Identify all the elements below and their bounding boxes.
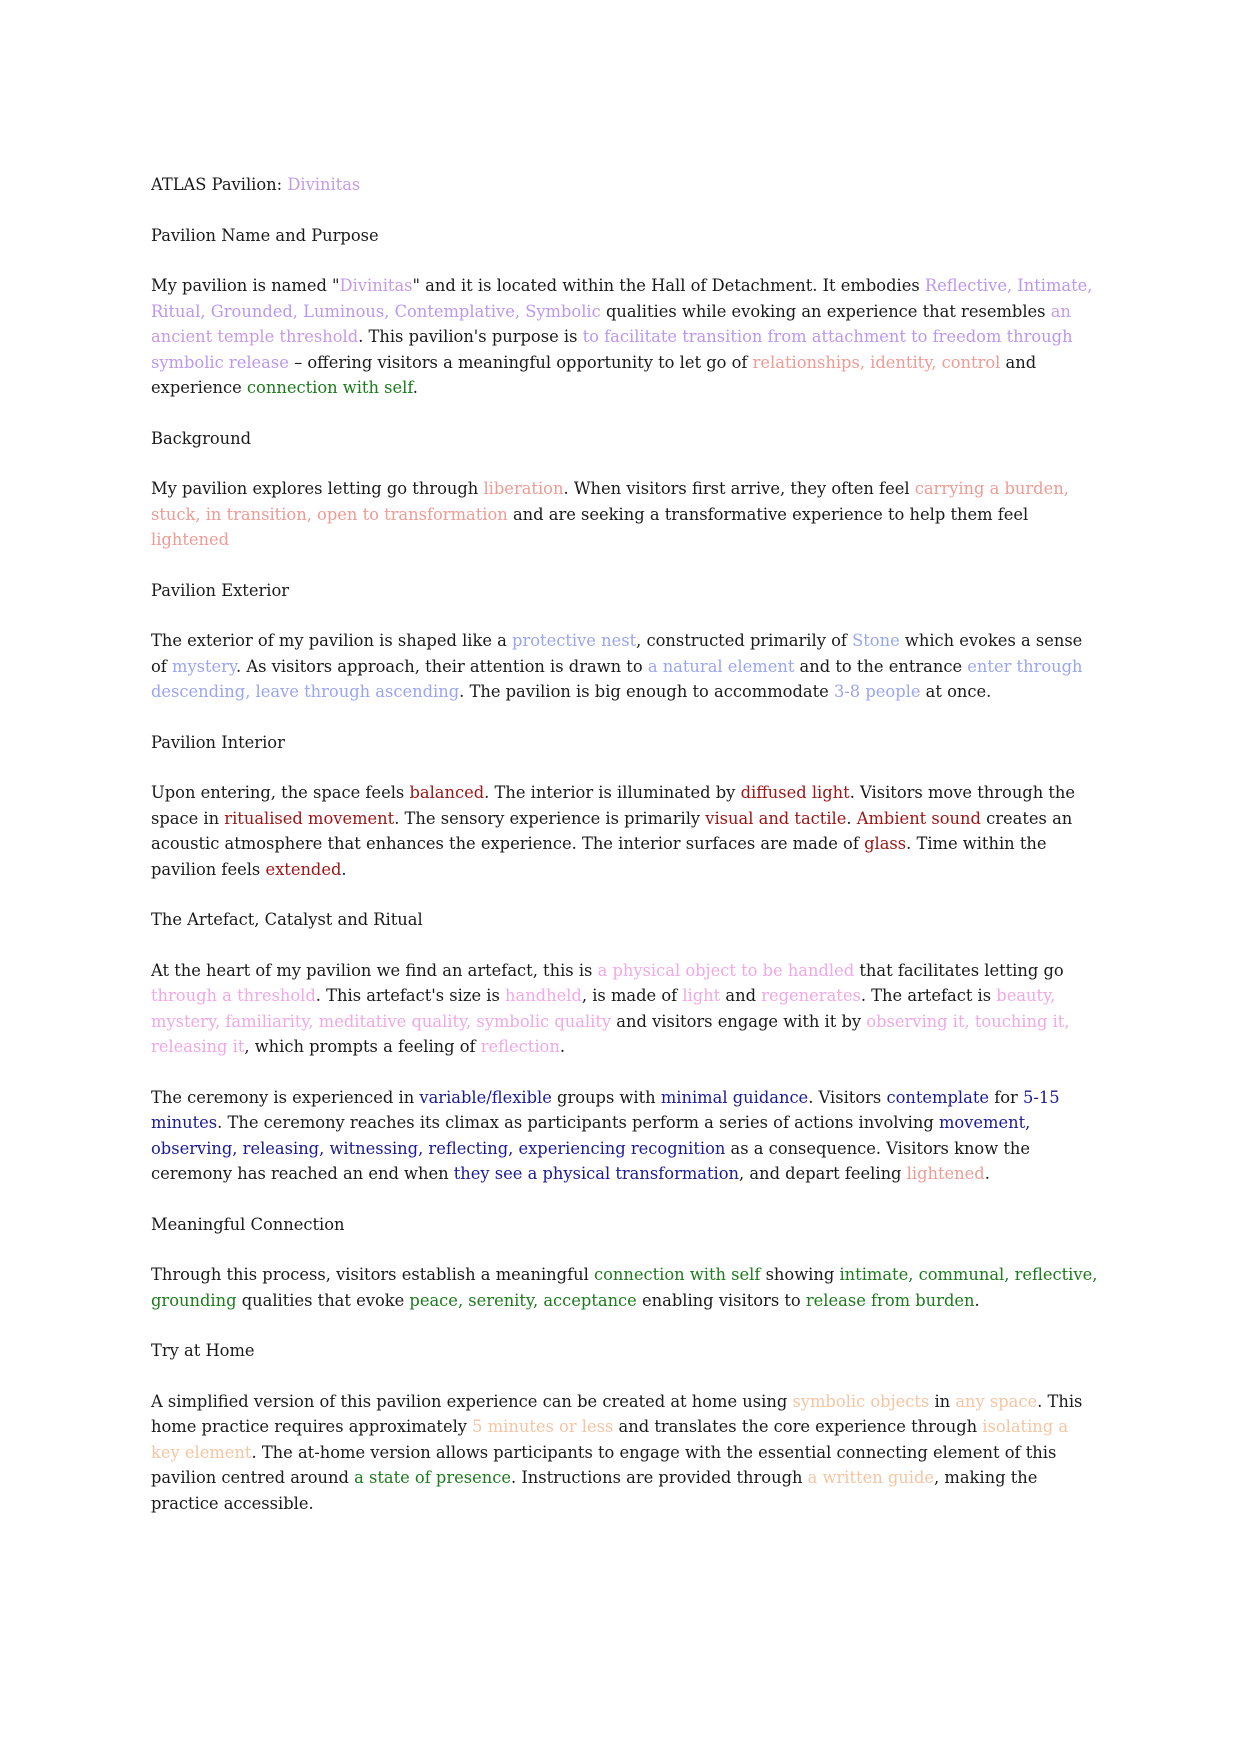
text-run: observing it, touching it, releasing it xyxy=(151,1011,1070,1056)
text-run: diffused light xyxy=(740,783,850,802)
paragraph-name-purpose xyxy=(151,273,1101,401)
text-run: , constructed primarily of xyxy=(636,631,853,650)
text-run: regenerates xyxy=(761,986,861,1005)
text-run: they see a physical transformation xyxy=(453,1164,740,1183)
text-run: . xyxy=(341,859,347,879)
section-heading-connection: Meaningful Connection xyxy=(151,1214,345,1234)
pavilion-name: Divinitas xyxy=(287,175,361,194)
text-run: The exterior of my pavilion is shaped like a xyxy=(151,631,513,650)
text-run: , is made of xyxy=(581,986,683,1005)
text-run: and visitors engage with it by xyxy=(611,1011,867,1031)
section-heading-interior: Pavilion Interior xyxy=(151,732,285,752)
text-run: a written guide xyxy=(807,1468,935,1487)
section-heading-artefact: The Artefact, Catalyst and Ritual xyxy=(151,910,423,929)
text-run: intimate, communal, reflective, grounding xyxy=(151,1265,1098,1310)
text-run: through a threshold xyxy=(151,986,316,1005)
text-run: which evokes a sense of xyxy=(151,631,1083,676)
text-run: ritualised movement xyxy=(224,808,395,828)
text-run: to facilitate transition from attachment to freedom through symbolic release xyxy=(151,327,1073,372)
text-run: balanced xyxy=(409,783,485,802)
text-run: My pavilion explores letting go through xyxy=(151,479,484,498)
text-run: At the heart of my pavilion we find an artefact, this is xyxy=(151,960,598,980)
text-run: qualities while evoking an experience that resembles xyxy=(600,301,1051,321)
paragraph-exterior xyxy=(151,628,1101,705)
text-run: . xyxy=(559,1037,566,1056)
text-run: . The pavilion is big enough to accommodate xyxy=(459,682,834,701)
section-heading-name-purpose: Pavilion Name and Purpose xyxy=(151,225,379,245)
text-run: . The artefact is xyxy=(860,986,997,1005)
text-run: at once. xyxy=(920,682,992,701)
text-run: and translates the core experience through xyxy=(613,1417,983,1436)
text-run: Ambient sound xyxy=(856,808,981,828)
text-run: protective nest xyxy=(512,631,637,650)
text-run: any space xyxy=(955,1391,1038,1411)
text-run: . As visitors approach, their attention is drawn to xyxy=(236,656,648,676)
text-run: . This home practice requires approximately xyxy=(151,1391,1083,1436)
text-run: Reflective, Intimate, Ritual, Grounded, Luminous, Contemplative, Symbolic xyxy=(151,276,1093,321)
paragraph-ceremony xyxy=(151,1085,1101,1187)
section-heading-exterior: Pavilion Exterior xyxy=(151,580,290,600)
text-run: a state of presence xyxy=(354,1468,511,1487)
text-run: lightened xyxy=(151,530,230,549)
text-run: for xyxy=(989,1087,1023,1107)
text-run: qualities that evoke xyxy=(236,1290,410,1310)
text-run: The ceremony is experienced in xyxy=(151,1087,420,1107)
text-run: release from burden xyxy=(805,1290,975,1310)
text-run: Through this process, visitors establish a meaningful xyxy=(151,1265,594,1284)
text-run: – offering visitors a meaningful opportunity to let go of xyxy=(288,352,753,372)
text-run: lightened xyxy=(906,1164,985,1183)
text-run: " and it is located within the Hall of Detachment. It embodies xyxy=(412,276,925,295)
text-run: . This artefact's size is xyxy=(315,986,505,1005)
text-run: . Visitors xyxy=(808,1087,887,1107)
text-run: enabling visitors to xyxy=(636,1290,806,1310)
text-run: and are seeking a transformative experience to help them feel xyxy=(507,504,1029,524)
paragraph-home xyxy=(151,1389,1101,1517)
text-run: extended xyxy=(265,859,342,879)
text-run: enter through descending, leave through ascending xyxy=(151,656,1083,701)
section-heading-background: Background xyxy=(151,428,252,448)
text-run: groups with xyxy=(551,1087,661,1107)
text-run: and experience xyxy=(151,352,1037,397)
text-run: an ancient temple threshold xyxy=(151,301,1071,346)
section-heading-home: Try at Home xyxy=(151,1341,255,1360)
text-run: reflection xyxy=(480,1037,560,1056)
text-run: beauty, mystery, familiarity, meditative quality, symbolic quality xyxy=(151,986,1056,1031)
text-run: variable/flexible xyxy=(419,1087,552,1107)
text-run: showing xyxy=(760,1265,840,1284)
paragraph-interior xyxy=(151,780,1101,882)
text-run: isolating a key element xyxy=(151,1417,1069,1462)
text-run: . xyxy=(412,378,418,397)
text-run: 3-8 people xyxy=(833,682,921,701)
text-run: connection with self xyxy=(246,378,413,397)
text-run: visual and tactile xyxy=(705,808,847,828)
text-run: . The sensory experience is primarily xyxy=(394,808,706,828)
text-run: liberation xyxy=(483,479,564,498)
paragraph-connection xyxy=(151,1262,1101,1313)
text-run: . xyxy=(974,1290,980,1310)
text-run: Upon entering, the space feels xyxy=(151,783,410,802)
text-run: carrying a burden, stuck, in transition, open to transformation xyxy=(151,479,1069,524)
text-run: a physical object to be handled xyxy=(597,960,855,980)
text-run: connection with self xyxy=(593,1265,761,1284)
text-run: . This pavilion's purpose is xyxy=(358,327,583,346)
text-run: as a consequence. Visitors know the ceremony has reached an end when xyxy=(151,1138,1031,1183)
paragraph-background xyxy=(151,476,1101,553)
paragraph-artefact xyxy=(151,958,1101,1060)
text-run: relationships, identity, control xyxy=(752,352,1001,372)
text-run: that facilitates letting go xyxy=(854,960,1064,980)
text-run: Stone xyxy=(852,631,900,650)
text-run: a natural element xyxy=(647,656,795,676)
text-run: , which prompts a feeling of xyxy=(244,1037,481,1056)
text-run: . Visitors move through the space in xyxy=(151,783,1076,828)
text-run: Divinitas xyxy=(339,276,413,295)
text-run: . When visitors first arrive, they often feel xyxy=(563,479,915,498)
text-run: , making the practice accessible. xyxy=(151,1468,1038,1513)
text-run: A simplified version of this pavilion experience can be created at home using xyxy=(151,1391,793,1411)
text-run: . The ceremony reaches its climax as participants perform a series of actions involving xyxy=(217,1113,939,1132)
text-run: and xyxy=(720,986,762,1005)
document-title xyxy=(151,172,1101,198)
text-run: movement, observing, releasing, witnessing, reflecting, experiencing recognition xyxy=(151,1113,1031,1158)
text-run: in xyxy=(929,1391,956,1411)
text-run: light xyxy=(682,986,721,1005)
text-run: . The interior is illuminated by xyxy=(484,783,741,802)
text-run: . Time within the pavilion feels xyxy=(151,834,1047,879)
text-run: . The at-home version allows participants to engage with the essential connecting element of this pavilion centred around xyxy=(151,1442,1057,1487)
text-run: . xyxy=(984,1164,990,1183)
text-run: and to the entrance xyxy=(794,656,968,676)
text-run: . Instructions are provided through xyxy=(511,1468,808,1487)
text-run: mystery xyxy=(172,656,237,676)
text-run: My pavilion is named " xyxy=(151,276,340,295)
text-run: . xyxy=(846,808,857,828)
text-run: , and depart feeling xyxy=(739,1164,907,1183)
text-run: contemplate xyxy=(886,1087,990,1107)
text-run: symbolic objects xyxy=(792,1391,930,1411)
text-run: glass xyxy=(864,834,907,853)
text-run: handheld xyxy=(505,986,582,1005)
document-page xyxy=(151,172,1101,1541)
text-run: 5-15 minutes xyxy=(151,1087,1060,1132)
text-run: ATLAS Pavilion: xyxy=(151,175,288,194)
text-run: 5 minutes or less xyxy=(472,1417,614,1436)
text-run: minimal guidance xyxy=(660,1087,809,1107)
text-run: peace, serenity, acceptance xyxy=(409,1290,637,1310)
text-run: creates an acoustic atmosphere that enhances the experience. The interior surfaces are made of xyxy=(151,808,1073,853)
